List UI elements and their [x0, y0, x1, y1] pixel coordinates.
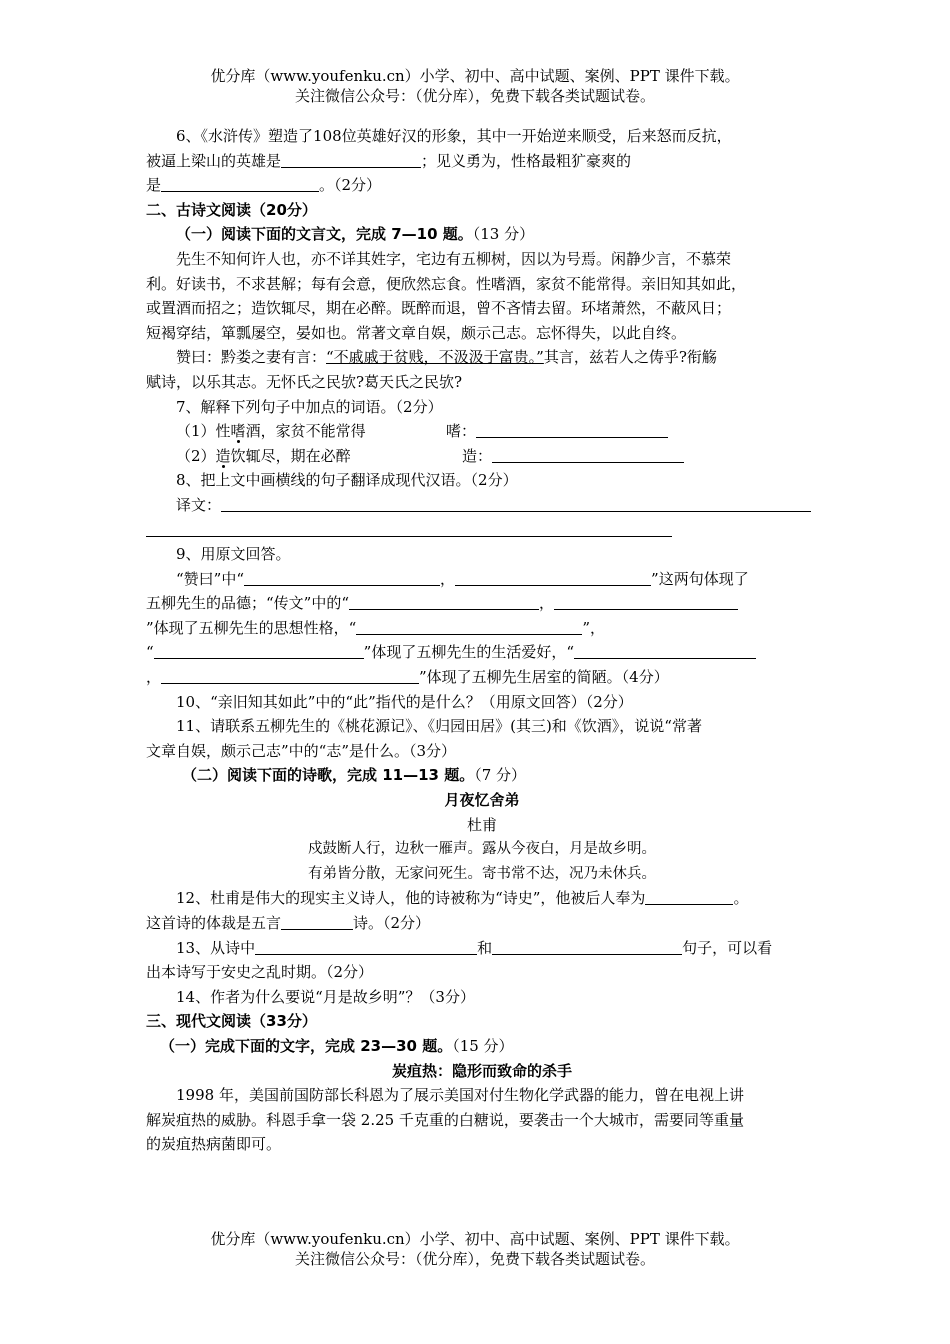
passage-zan-line-1: 赞曰：黔娄之妻有言：“不戚戚于贫贱，不汲汲于富贵。”其言，兹若人之俦乎?衔觞: [176, 348, 717, 367]
q9-line-3: ”体现了五柳先生的思想性格，“ ”，: [146, 618, 606, 637]
q12-line-2: 这首诗的体裁是五言 诗。（2分）: [146, 914, 431, 932]
article-line-2: 解炭疽热的威胁。科恩手拿一袋 2.25 千克重的白糖说，要袭击一个大城市，需要同等重量: [146, 1110, 744, 1129]
q8-answer-blank-2[interactable]: [146, 522, 672, 537]
q9-stem: 9、用原文回答。: [176, 545, 291, 564]
q7-stem: 7、解释下列句子中加点的词语。（2分）: [176, 397, 443, 416]
underlined-sentence: “不戚戚于贫贱，不汲汲于富贵。”: [326, 348, 544, 367]
q7-answer-blank-1[interactable]: [476, 423, 668, 438]
q6-line-3: 是 。（2分）: [146, 176, 382, 195]
q9-blank-4[interactable]: [554, 595, 738, 610]
q6-line-1: 6、《水浒传》塑造了108位英雄好汉的形象，其中一开始逆来顺受，后来怒而反抗，: [176, 127, 732, 145]
footer-line-2: 关注微信公众号：（优分库），免费下载各类试题试卷。: [294, 1250, 655, 1268]
section-2-title: 二、古诗文阅读（20分）: [146, 200, 317, 219]
header-line-1: 优分库（www.youfenku.cn）小学、初中、高中试题、案例、PPT 课件下载。: [210, 67, 740, 85]
passage-line-1: 先生不知何许人也，亦不详其姓字，宅边有五柳树，因以为号焉。闲静少言，不慕荣: [176, 249, 732, 268]
q6-answer-blank-2[interactable]: [161, 177, 319, 192]
q9-blank-8[interactable]: [161, 669, 419, 684]
q12-blank-2[interactable]: [281, 915, 353, 930]
dotted-word: 嗜: [230, 422, 246, 441]
q8-answer-blank-1[interactable]: [221, 497, 811, 512]
q13-blank-2[interactable]: [492, 940, 682, 955]
q11-line-2: 文章自娱，颇示己志”中的“志”是什么。（3分）: [146, 741, 457, 760]
q13-line-1: 13、从诗中 和 句子，可以看: [176, 938, 773, 957]
q9-blank-2[interactable]: [455, 571, 651, 586]
section-2-part-1-heading: （一）阅读下面的文言文，完成 7—10 题。（13 分）: [176, 225, 535, 244]
poem-title: 月夜忆舍弟: [444, 791, 520, 810]
dotted-word: 造: [215, 446, 231, 465]
section-2-part-2-heading: （二）阅读下面的诗歌，完成 11—13 题。（7 分）: [182, 766, 527, 785]
q8-answer-line-2: [146, 518, 818, 543]
q13-line-2: 出本诗写于安史之乱时期。（2分）: [146, 963, 374, 982]
page-footer: [0, 1229, 950, 1269]
q6-line-2: 被逼上梁山的英雄是 ；见义勇为，性格最粗犷豪爽的: [146, 151, 632, 170]
q9-blank-7[interactable]: [574, 644, 756, 659]
q13-blank-1[interactable]: [255, 940, 477, 955]
exam-body: [146, 124, 818, 1157]
article-title: 炭疽热：隐形而致命的杀手: [391, 1061, 572, 1080]
q7-answer-blank-2[interactable]: [492, 448, 684, 463]
q9-blank-5[interactable]: [356, 620, 582, 635]
q9-line-2: 五柳先生的品德；“传文”中的“ ，: [146, 591, 818, 616]
q9-line-4: “ ”体现了五柳先生的生活爱好，“: [146, 640, 818, 665]
footer-line-1: 优分库（www.youfenku.cn）小学、初中、高中试题、案例、PPT 课件下载。: [210, 1230, 740, 1248]
passage-zan-line-2: 赋诗，以乐其志。无怀氏之民欤?葛天氏之民欤?: [146, 372, 463, 391]
q7-item-1: （1）性嗜酒，家贫不能常得 嗜：: [146, 419, 818, 444]
page-header: [0, 66, 950, 106]
q11-line-1: 11、请联系五柳先生的《桃花源记》、《归园田居》(其三)和《饮酒》，说说“常著: [176, 717, 702, 736]
section-3-title: 三、现代文阅读（33分）: [146, 1012, 317, 1031]
q9-line-5: ， ”体现了五柳先生居室的简陋。（4分）: [146, 668, 669, 687]
q9-blank-1[interactable]: [244, 571, 440, 586]
article-line-3: 的炭疽热病菌即可。: [146, 1135, 282, 1154]
q8-answer-line-1: 译文：: [146, 493, 818, 518]
header-line-2: 关注微信公众号：（优分库），免费下载各类试题试卷。: [294, 87, 655, 105]
q9-blank-6[interactable]: [154, 644, 364, 659]
q6-answer-blank-1[interactable]: [281, 153, 421, 168]
q12-blank-1[interactable]: [645, 890, 733, 905]
section-3-part-1-heading: （一）完成下面的文字，完成 23—30 题。（15 分）: [160, 1036, 514, 1055]
q7-item-2: （2）造饮辄尽，期在必醉 造：: [146, 444, 818, 469]
q14: 14、作者为什么要说“月是故乡明”？（3分）: [176, 987, 475, 1006]
q9-line-1: “赞曰”中“ ， ”这两句体现了: [176, 569, 749, 588]
q12-line-1: 12、杜甫是伟大的现实主义诗人，他的诗被称为“诗史”，他被后人奉为 。: [176, 889, 749, 908]
passage-line-4: 短褐穿结，箪瓢屡空，晏如也。常著文章自娱，颇示己志。忘怀得失，以此自终。: [146, 323, 687, 342]
article-line-1: 1998 年，美国前国防部长科恩为了展示美国对付生物化学武器的能力，曾在电视上讲: [176, 1086, 744, 1105]
q9-blank-3[interactable]: [349, 595, 539, 610]
passage-line-3: 或置酒而招之；造饮辄尽，期在必醉。既醉而退，曾不吝情去留。环堵萧然，不蔽风日；: [146, 299, 732, 318]
poem-line-2: 有弟皆分散，无家问死生。寄书常不达，况乃未休兵。: [308, 865, 656, 882]
passage-line-2: 利。好读书，不求甚解；每有会意，便欣然忘食。性嗜酒，家贫不能常得。亲旧知其如此，: [146, 274, 747, 293]
q10: 10、“亲旧知其如此”中的“此”指代的是什么？（用原文回答）（2分）: [176, 692, 633, 711]
poem-line-1: 戍鼓断人行，边秋一雁声。露从今夜白，月是故乡明。: [308, 841, 656, 858]
q8-stem: 8、把上文中画横线的句子翻译成现代汉语。（2分）: [176, 471, 518, 490]
poem-author: 杜甫: [466, 815, 497, 834]
